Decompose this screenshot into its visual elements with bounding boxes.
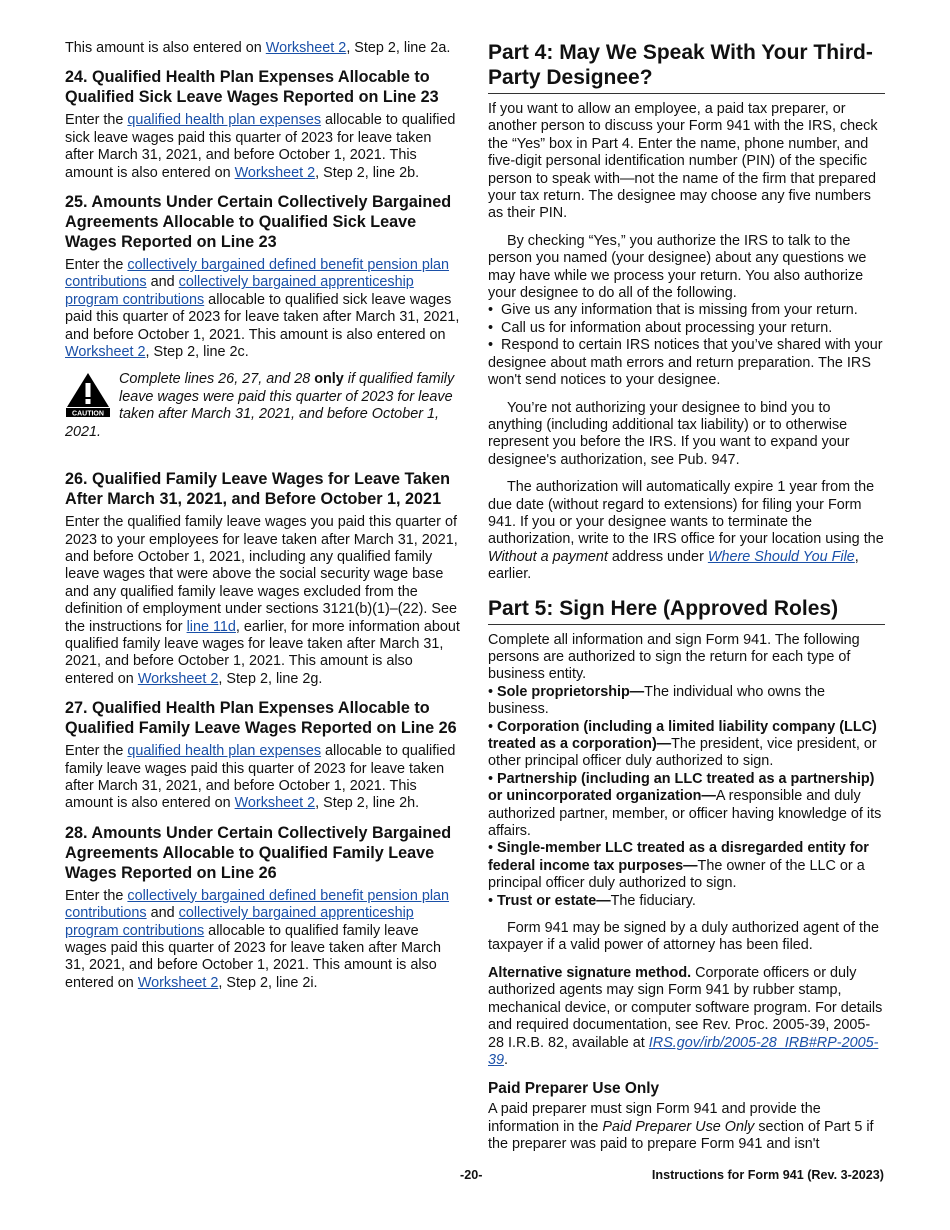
worksheet-2-link[interactable]: Worksheet 2 (234, 795, 316, 812)
text: Give us any information that is missing from your return. (501, 302, 858, 319)
text: , Step 2, line 2a. (346, 40, 451, 56)
form-reference: Instructions for Form 941 (Rev. 3-2023) (651, 1168, 884, 1182)
bullet-item: • Call us for information about processing your return. (488, 319, 833, 336)
text: The individual who owns the business. (488, 683, 825, 718)
part-4-heading: Part 4: May We Speak With Your Third-Party Designee? (488, 40, 885, 94)
text: , Step 2, line 2h. (315, 795, 420, 812)
text: Enter the (65, 257, 128, 274)
text: A paid preparer must sign Form 941 and provide the information in the (488, 1101, 821, 1135)
right-column (488, 40, 885, 1154)
page-footer (0, 1168, 950, 1188)
paid-preparer-heading: Paid Preparer Use Only (488, 1080, 660, 1098)
part-5-heading: Part 5: Sign Here (Approved Roles) (488, 596, 885, 625)
text: , Step 2, line 2b. (315, 164, 420, 181)
bullet-item: • Give us any information that is missing from your return. (488, 302, 858, 319)
part-4-paragraph-1: If you want to allow an employee, a paid tax preparer, or another person to discuss your Form 941 with the IRS, check the “Yes” box in Part 4. Enter the name, phone number, and five-digit personal identification number (PIN) of the specific person to speak with—not the name of the firm that prepared your tax return. The designee may choose any five numbers as their PIN. (488, 101, 878, 222)
section-28 (65, 823, 460, 992)
text: , Step 2, line 2g. (218, 670, 323, 687)
section-24-body (65, 112, 460, 182)
text: , Step 2, line 2i. (218, 974, 318, 991)
section-28-body (65, 888, 460, 992)
intro-paragraph (65, 40, 460, 57)
section-25-body (65, 257, 460, 361)
text: , earlier, for more information about qualified family leave wages for leave taken after March 31, 2021, and before October 1, 2021. This amount is also entered on (65, 618, 460, 687)
text: Enter the (65, 112, 128, 129)
role-item: • Single-member LLC treated as a disregarded entity for federal income tax purposes—The owner of the LLC or a principal officer duly authorized to sign. (488, 840, 869, 892)
pension-plan-contributions-link[interactable]: collectively bargained defined benefit pension plan contributions (65, 887, 450, 922)
text-italic: Without a payment (488, 548, 608, 565)
role-title: Single-member LLC treated as a disregarded entity for federal income tax purposes— (488, 840, 869, 874)
paid-preparer-paragraph (488, 1101, 885, 1153)
irs-gov-irb-link[interactable]: IRS.gov/irb/2005-28_IRB#RP-2005-39 (488, 1034, 879, 1068)
section-26-body (65, 514, 460, 688)
section-24-heading: 24. Qualified Health Plan Expenses Allocable to Qualified Sick Leave Wages Reported on Line 23 (65, 68, 439, 107)
text: . (504, 1051, 509, 1068)
section-24 (65, 67, 460, 182)
role-title: Partnership (including an LLC treated as a partnership) or unincorporated organization— (488, 770, 875, 805)
role-item: • Corporation (including a limited liability company (LLC) treated as a corporation)—The president, vice president, or other principal officer duly authorized to sign. (488, 718, 877, 770)
text: Call us for information about processing your return. (501, 319, 833, 336)
text-italic: Paid Preparer Use Only (602, 1118, 755, 1135)
worksheet-2-link[interactable]: Worksheet 2 (137, 974, 219, 991)
text: Enter the (65, 743, 128, 760)
line-11d-link[interactable]: line 11d (186, 618, 236, 635)
page-number: -20- (460, 1168, 483, 1182)
text: Enter the (65, 887, 128, 904)
text-bold: only (314, 371, 344, 388)
worksheet-2-link[interactable]: Worksheet 2 (137, 670, 219, 687)
run-in-heading: Alternative signature method. (488, 964, 692, 981)
part-5-paragraph-1: Complete all information and sign Form 941. The following persons are authorized to sign the return for each type of business entity. (488, 631, 860, 683)
caution-icon (65, 371, 111, 417)
left-column (65, 40, 460, 1002)
text: if qualified family leave wages were paid this quarter of 2023 for leave taken after March 31, 2021, and before October 1, 2021. (65, 371, 455, 440)
pension-plan-contributions-link[interactable]: collectively bargained defined benefit pension plan contributions (65, 257, 450, 291)
text: Complete lines 26, 27, and 28 (119, 371, 315, 388)
text: Corporate officers or duly authorized agents may sign Form 941 by rubber stamp, mechanical device, or computer software program. For details and required documentation, see Rev. Proc. 2005-39, 2005-28 I.R.B. 82, available at (488, 964, 883, 1051)
text: allocable to qualified family leave wages paid this quarter of 2023 for leave taken after March 31, 2021, and before October 1, 2021. This amount is also entered on (65, 743, 456, 812)
role-item: • Sole proprietorship—The individual who owns the business. (488, 683, 825, 718)
caution-note (65, 371, 460, 441)
caution-icon-label: CAUTION (72, 410, 104, 418)
part-4-paragraph-2: By checking “Yes,” you authorize the IRS to talk to the person you named (your designee) about any questions we may have while we process your return. You also authorize your designee to do all of the following. (488, 232, 867, 302)
section-28-heading: 28. Amounts Under Certain Collectively Bargained Agreements Allocable to Qualified Family Leave Wages Reported on Line 26 (65, 823, 452, 882)
text: The president, vice president, or other principal officer duly authorized to sign. (488, 736, 877, 770)
text: Respond to certain IRS notices that you’ve shared with your designee about math errors and return preparation. The IRS won't send notices to your designee. (488, 337, 883, 389)
qualified-health-plan-expenses-link[interactable]: qualified health plan expenses (127, 112, 322, 129)
text: allocable to qualified sick leave wages paid this quarter of 2023 for leave taken after March 31, 2021, and before October 1, 2021. This amount is also entered on (65, 112, 456, 181)
worksheet-2-link[interactable]: Worksheet 2 (234, 164, 316, 181)
text: and (146, 274, 179, 291)
alternative-signature-paragraph (488, 965, 885, 1069)
section-26 (65, 469, 460, 688)
text: The authorization will automatically expire 1 year from the due date (without regard to extensions) for filing your Form 941. If you or your designee wants to terminate the authorization, write to the IRS office for your location using the (488, 479, 884, 548)
section-27-body (65, 743, 460, 813)
text: The fiduciary. (610, 892, 696, 909)
text: The owner of the LLC or a principal officer duly authorized to sign. (488, 857, 865, 892)
role-title: Corporation (including a limited liability company (LLC) treated as a corporation)— (488, 718, 877, 752)
text: Enter the qualified family leave wages you paid this quarter of 2023 to your employees for leave taken after March 31, 2021, and before October 1, 2021, including any qualified family leave wages that were above the social security wage base and any qualified family leave wages excluded from the definition of employment under sections 3121(b)(1)–(22). See the instructions for (65, 514, 458, 635)
text: , Step 2, line 2c. (145, 344, 249, 361)
part-4-paragraph-3: You’re not authorizing your designee to bind you to anything (including additional tax liability) or to otherwise represent you before the IRS. If you want to expand your designee's authorization, see Pub. 947. (488, 399, 850, 468)
text: , earlier. (488, 548, 859, 583)
text: and (146, 905, 179, 922)
part-5-paragraph-2: Form 941 may be signed by a duly authorized agent of the taxpayer if a valid power of attorney has been filed. (488, 920, 879, 954)
worksheet-2-link[interactable]: Worksheet 2 (65, 344, 146, 361)
qualified-health-plan-expenses-link[interactable]: qualified health plan expenses (127, 743, 322, 760)
role-title: Sole proprietorship— (497, 683, 645, 700)
text: A responsible and duly authorized partner, member, or officer having knowledge of its affairs. (488, 788, 882, 840)
text: allocable to qualified family leave wages paid this quarter of 2023 for leave taken after March 31, 2021, and before October 1, 2021. This amount is also entered on (65, 922, 441, 991)
text: This amount is also entered on (65, 40, 266, 56)
text: allocable to qualified sick leave wages paid this quarter of 2023 for leave taken after March 31, 2021, and before October 1, 2021. This amount is also entered on (65, 291, 460, 343)
bullet-item: • Respond to certain IRS notices that you’ve shared with your designee about math errors and return preparation. The IRS won't send notices to your designee. (488, 337, 883, 389)
role-item: • Partnership (including an LLC treated as a partnership) or unincorporated organization—A responsible and duly authorized partner, member, or officer having knowledge of its affairs. (488, 770, 882, 840)
text: address under (607, 548, 708, 565)
role-item: • Trust or estate—The fiduciary. (488, 892, 696, 909)
section-25-heading: 25. Amounts Under Certain Collectively Bargained Agreements Allocable to Qualified Sick Leave Wages Reported on Line 23 (65, 193, 452, 252)
apprenticeship-contributions-link[interactable]: collectively bargained apprenticeship program contributions (65, 905, 414, 939)
role-title: Trust or estate— (497, 892, 611, 909)
where-should-you-file-link[interactable]: Where Should You File (707, 548, 855, 565)
section-25 (65, 192, 460, 361)
part-4-paragraph-4 (488, 479, 885, 583)
section-27-heading: 27. Qualified Health Plan Expenses Allocable to Qualified Family Leave Wages Reported on Line 26 (65, 699, 457, 738)
section-26-heading: 26. Qualified Family Leave Wages for Leave Taken After March 31, 2021, and Before October 1, 2021 (65, 470, 451, 509)
worksheet-2-link[interactable]: Worksheet 2 (265, 40, 347, 56)
text: section of Part 5 if the preparer was paid to prepare Form 941 and isn't (488, 1118, 874, 1153)
section-27 (65, 698, 460, 813)
apprenticeship-contributions-link[interactable]: collectively bargained apprenticeship program contributions (65, 274, 414, 308)
